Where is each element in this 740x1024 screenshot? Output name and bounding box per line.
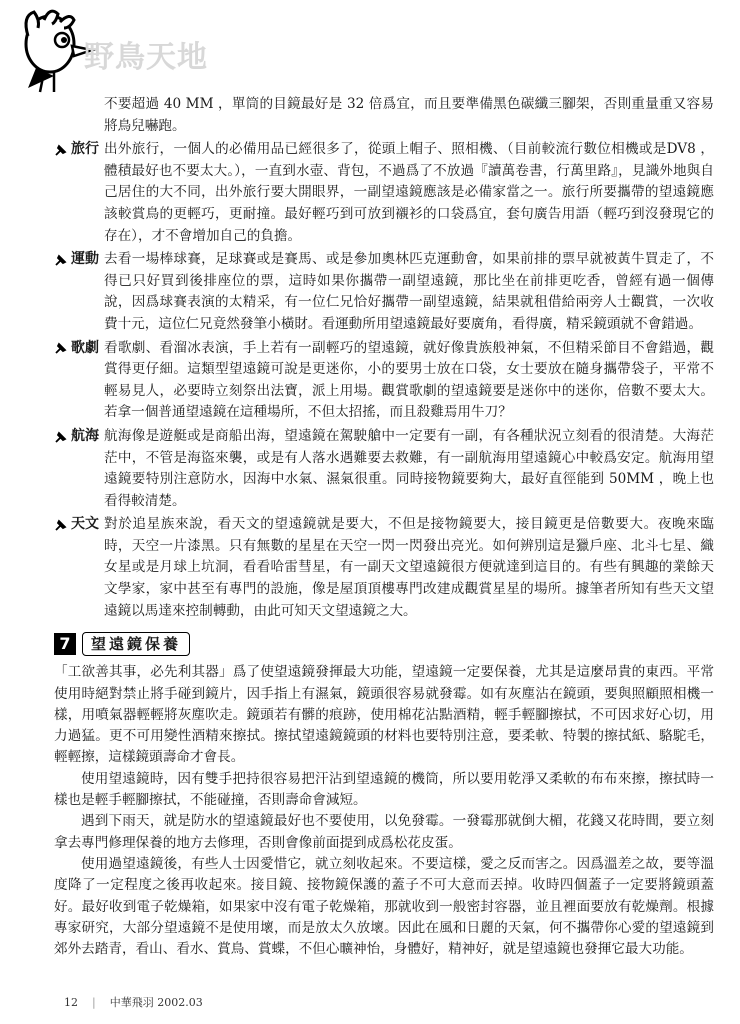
section-paragraph: 使用過望遠鏡後，有些人士因愛惜它，就立刻收起來。不要這樣，愛之反而害之。因爲溫差之故，要等溫度降了一定程度之後再收起來。接目鏡、接物鏡保護的蓋子不可大意而丟掉。收時四個蓋子一定要將鏡頭蓋好。最好收到電子乾燥箱，如果家中沒有電子乾燥箱，那就收到一般密封容器，並且裡面要放有乾燥劑。根據專家研究，大部分望遠鏡不是使用壞，而是放太久放壞。因此在風和日麗的天氣，何不攜帶你心愛的望遠鏡到郊外去踏青，看山、看水、賞鳥、賞蝶，不但心曠神怡，身體好，精神好，就是望遠鏡也發揮它最大功能。 [54, 855, 714, 958]
entry-label [54, 426, 99, 448]
entry-navigation [54, 426, 714, 512]
entry-text: 航海像是遊艇或是商船出海，望遠鏡在駕駛艙中一定要有一副，有各種狀況立刻看的很清楚。大海茫茫中，不管是海盜來襲，或是有人落水遇難要去救難，有一副航海用望遠鏡心中較爲安定。航海用望遠鏡要特別注意防水，因海中水氣、濕氣很重。同時接物鏡要夠大，最好直徑能到 50MM ，晚上也看得較清楚。 [104, 427, 714, 509]
entry-label [54, 514, 99, 536]
section-heading [54, 632, 714, 656]
entry-text: 去看一場棒球賽，足球賽或是賽馬、或是參加奧林匹克運動會，如果前排的票早就被黃牛買走了，不得已只好買到後排座位的票，這時如果你攜帶一副望遠鏡，那比坐在前排更吃香，曾經有過一個傳說，因爲球賽表演的太精采，有一位仁兄恰好攜帶一副望遠鏡，結果就租借給兩旁人士觀賞，一次收費十元，這位仁兄竟然發筆小橫財。看運動所用望遠鏡最好要廣角，看得廣，精采鏡頭就不會錯過。 [104, 251, 714, 332]
pushpin-icon [54, 341, 68, 355]
section-paragraph: 使用望遠鏡時，因有雙手把持很容易把汗沾到望遠鏡的機筒，所以要用乾淨又柔軟的布布來擦，擦拭時一樣也是輕手輕腳擦拭，不能碰撞，否則壽命會減短。 [54, 770, 714, 809]
section-paragraph: 「工欲善其事，必先利其器」爲了使望遠鏡發揮最大功能，望遠鏡一定要保養，尤其是這麼昂貴的東西。平常使用時絕對禁止將手碰到鏡片，因手指上有濕氣，鏡頭很容易就發霉。如有灰塵沾在鏡頭，要與照顧照相機一樣，用噴氣器輕輕將灰塵吹走。鏡頭若有髒的痕跡，使用棉花沾點酒精，輕手輕腳擦拭，不可因求好心切，用力過猛。更不可用變性酒精來擦拭。擦拭望遠鏡鏡頭的材料也要特別注意，要柔軟、特製的擦拭紙、駱駝毛，輕輕擦，這樣鏡頭壽命才會長。 [54, 664, 714, 766]
page-number: 12 [64, 995, 78, 1009]
entry-label-text: 天文 [71, 516, 99, 533]
footer-divider: | [92, 995, 96, 1009]
entry-text: 對於追星族來說，看天文的望遠鏡就是要大，不但是接物鏡要大，接目鏡更是倍數要大。夜晚來臨時，天空一片漆黑。只有無數的星星在天空一閃一閃發出亮光。如何辨別這是獵戶座、北斗七星、織女星或是月球上坑洞，看看哈雷彗星，有一副天文望遠鏡很方便就達到這目的。有些有興趣的業餘天文學家，家中甚至有專門的設施，像是屋頂頂樓專門改建成觀賞星星的場所。據筆者所知有些天文望遠鏡以馬達來控制轉動，由此可知天文望遠鏡之大。 [104, 516, 714, 619]
page-footer [64, 994, 203, 1010]
publication-info: 中華飛羽 2002.03 [109, 996, 203, 1009]
section-number: 7 [54, 633, 76, 655]
entry-label-text: 航海 [71, 427, 99, 444]
pushpin-icon [54, 430, 68, 444]
entry-label [54, 338, 99, 360]
pushpin-icon [54, 143, 68, 157]
section-title: 望遠鏡保養 [82, 632, 190, 656]
entry-text: 出外旅行，一個人的必備用品已經很多了，從頭上帽子、照相機、（目前較流行數位相機或是DV8 ，體積最好也不要太大。），一直到水壺、背包，不過爲了不放過『讀萬卷書，行萬里路』，見識外地與自己居住的大不同，出外旅行要大開眼界，一副望遠鏡應該是必備家當之一。旅行所要攜帶的望遠鏡應該較賞鳥的更輕巧，更耐撞。最好輕巧到可放到襯衫的口袋爲宜，套句廣告用語（輕巧到沒發現它的存在），才不會增加自己的負擔。 [104, 141, 714, 244]
article-content [54, 94, 714, 960]
entry-text: 看歌劇、看溜冰表演，手上若有一副輕巧的望遠鏡，就好像貴族般神氣，不但精采節目不會錯過，觀賞得更仔細。這類型望遠鏡可說是更迷你，小的要男士放在口袋，女士要放在隨身攜帶袋子，平常不輕易見人，必要時立刻祭出法寶，派上用場。觀賞歌劇的望遠鏡要是迷你中的迷你，倍數不要太大。若拿一個普通望遠鏡在這種場所，不但太招搖，而且殺雞焉用牛刀？ [104, 339, 714, 421]
entry-label [54, 139, 99, 161]
lead-paragraph: 不要超過 40 MM ，單筒的目鏡最好是 32 倍爲宜，而且要準備黑色碳纖三腳架，否則重量重又容易將鳥兒嚇跑。 [104, 96, 714, 134]
header-title: 野鳥天地 [84, 40, 208, 75]
entry-astronomy [54, 514, 714, 622]
entry-opera [54, 338, 714, 424]
entry-travel [54, 139, 714, 247]
entry-label [54, 249, 99, 271]
entry-label-text: 運動 [71, 251, 99, 268]
entry-sports [54, 249, 714, 335]
entry-label-text: 歌劇 [71, 339, 99, 356]
pushpin-icon [54, 253, 68, 267]
section-paragraph: 遇到下雨天，就是防水的望遠鏡最好也不要使用，以免發霉。一發霉那就倒大楣，花錢又花時間，要立刻拿去專門修理保養的地方去修理，否則會像前面提到成爲松花皮蛋。 [54, 813, 714, 851]
pushpin-icon [54, 518, 68, 532]
entry-label-text: 旅行 [71, 141, 99, 158]
